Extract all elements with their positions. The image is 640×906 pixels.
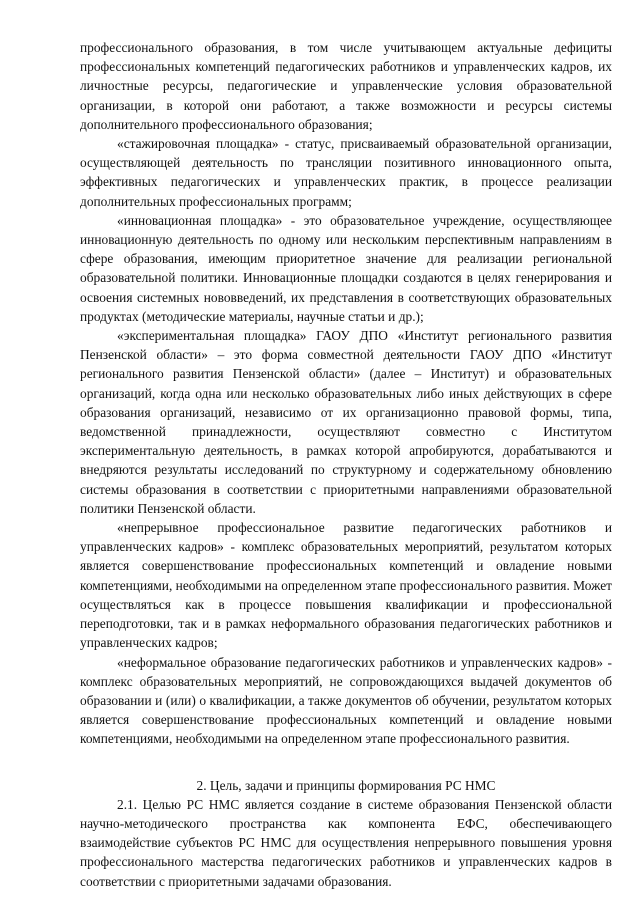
section-paragraph: 2.1. Целью РС НМС является создание в системе образования Пензенской области научно-методического пространства как компонента ЕФС, обеспечивающего взаимодействие субъектов РС НМС для осуществления непрерывного повышения уровня профессионального мастерства педагогических работников и управленческих кадров в соответствии с приоритетными задачами образования. [80,796,612,889]
paragraph-continuation: профессионального образования, в том числе учитывающем актуальные дефициты профессиональных компетенций педагогических работников и управленческих кадров, их личностные ресурсы, педагогические и управленческие условия образовательной организации, в которой они работают, а также возможности и ресурсы системы дополнительного профессионального образования; [80,40,612,132]
paragraph-innovation-site: «инновационная площадка» - это образовательное учреждение, осуществляющее инновационную деятельность по одному или нескольким перспективным направлениям в сфере образования, имеющим приоритетное значение для реализации региональной образовательной политики. Инновационные площадки создаются в целях генерирования и освоения системных нововведений, их представления в соответствующих образовательных продуктах (методические материалы, научные статьи и др.); [80,212,612,324]
paragraph-experimental-site: «экспериментальная площадка» ГАОУ ДПО «Институт регионального развития Пензенской области» – это форма совместной деятельности ГАОУ ДПО «Институт регионального развития Пензенской области» (далее – Институт) и образовательных организаций, когда одна или несколько образовательных либо иных действующих в сфере образования организаций, независимо от их организационно правовой формы, типа, ведомственной принадлежности, осуществляют совместно с Институтом экспериментальную деятельность, в рамках которой апробируются, дорабатываются и внедряются результаты исследований по структурному и содержательному обновлению системы образования в соответствии с приоритетными направлениями образовательной политики Пензенской области. [80,328,612,516]
paragraph-internship-site: «стажировочная площадка» - статус, присваиваемый образовательной организации, осуществляющей деятельность по трансляции позитивного инновационного опыта, эффективных педагогических и управленческих практик, в процессе реализации дополнительных профессиональных программ; [80,136,612,209]
paragraph-informal-education: «неформальное образование педагогических работников и управленческих кадров» - комплекс образовательных мероприятий, не сопровождающихся выдачей документов об образовании и (или) о квалификации, а также документов об обучении, результатом которых является совершенствование профессиональных компетенций и овладение новыми компетенциями, необходимыми на определенном этапе профессионального развития. [80,654,612,747]
section-heading: 2. Цель, задачи и принципы формирования РС НМС [196,777,496,793]
paragraph-continuous-development: «непрерывное профессиональное развитие педагогических работников и управленческих кадров» - комплекс образовательных мероприятий, результатом которых является совершенствование профессиональных компетенций и овладение новыми компетенциями, необходимыми на определенном этапе профессионального развития. Может осуществляться как в процессе повышения квалификации и профессиональной переподготовки, так и в рамках неформального образования педагогических работников и управленческих кадров; [80,520,612,651]
